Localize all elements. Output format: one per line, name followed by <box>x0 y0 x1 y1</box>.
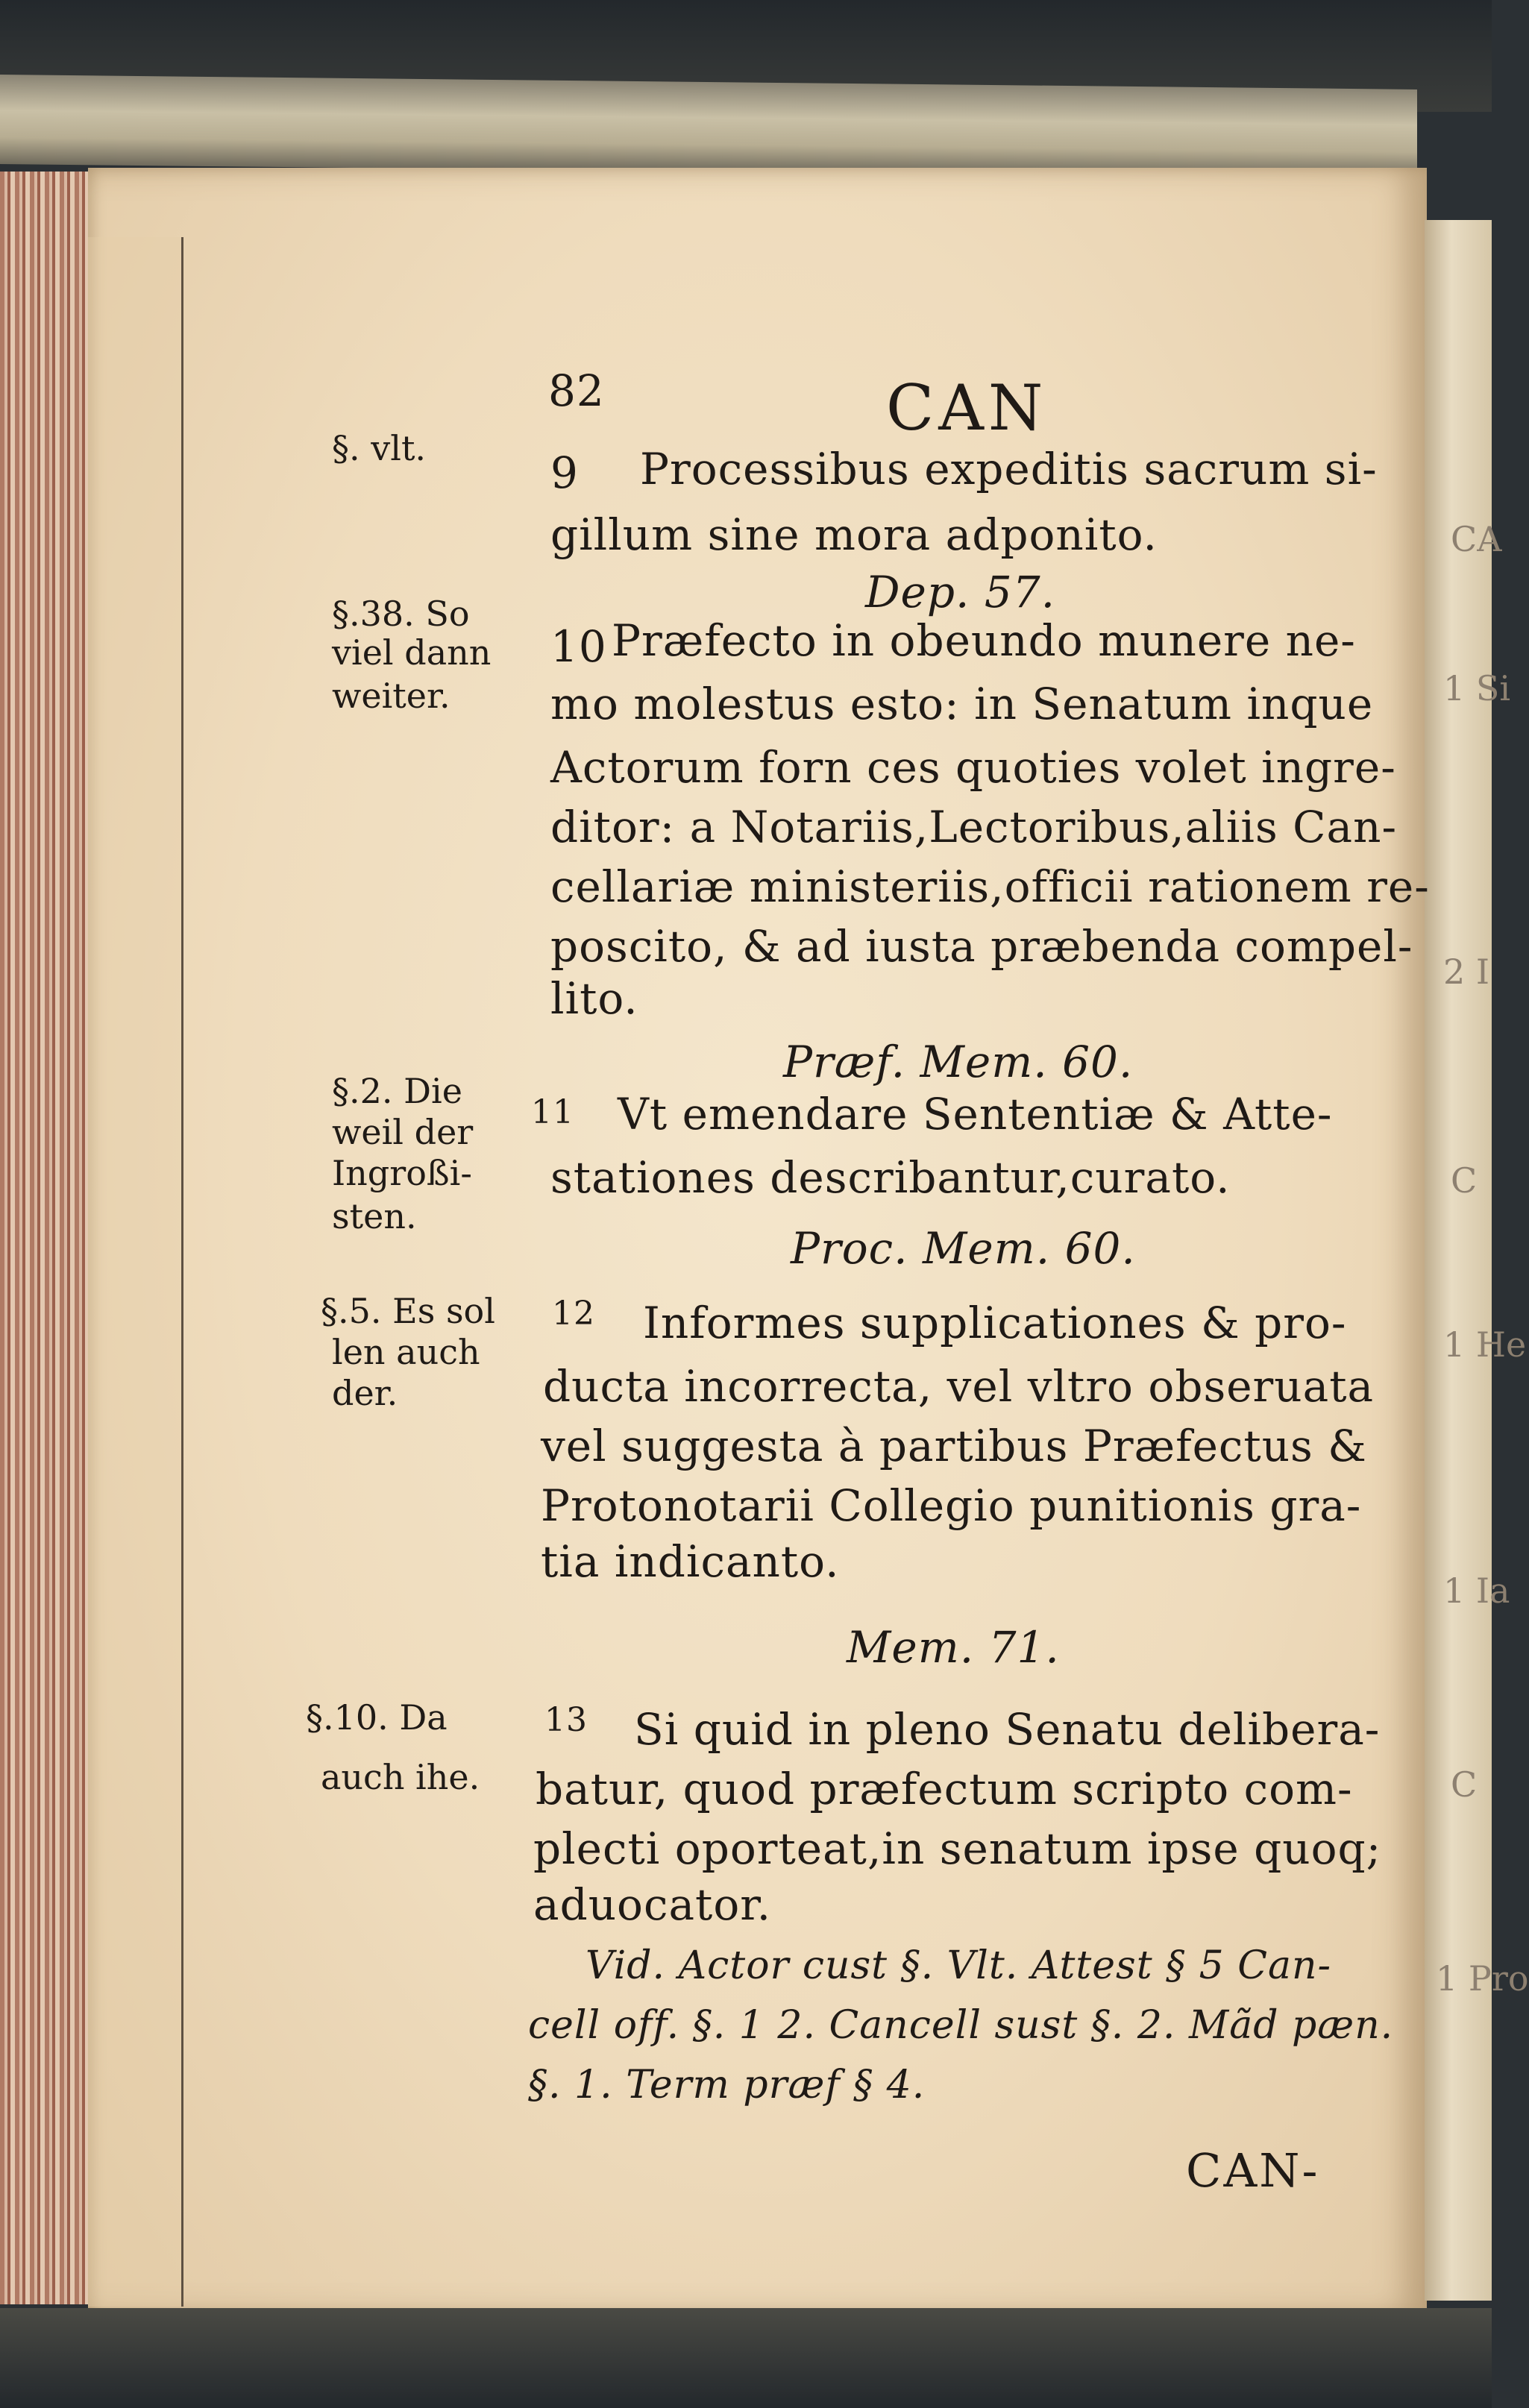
page-stack-left <box>0 172 97 2304</box>
running-head: CAN <box>886 371 1048 444</box>
source-citation: Proc. Mem. 60. <box>791 1223 1136 1274</box>
margin-note: §.10. Da <box>306 1697 448 1738</box>
margin-note: sten. <box>332 1196 417 1236</box>
text-line: batur, quod præfectum scripto com- <box>536 1764 1353 1814</box>
book-bottom-shadow <box>0 2308 1492 2408</box>
page-top-edge <box>0 75 1417 179</box>
reference-line: Vid. Actor cust §. Vlt. Attest § 5 Can- <box>585 1943 1332 1988</box>
margin-note: §.38. So <box>332 594 470 634</box>
reference-line: §. 1. Term præf § 4. <box>528 2063 926 2107</box>
text-line: Processibus expeditis sacrum si- <box>640 444 1378 494</box>
gutter-frame <box>88 237 183 2307</box>
margin-note: §. vlt. <box>332 428 427 468</box>
facing-page-fragment: CA <box>1451 519 1502 559</box>
text-line: vel suggesta à partibus Præfectus & <box>541 1421 1367 1471</box>
text-line: Si quid in pleno Senatu delibera- <box>634 1704 1381 1755</box>
margin-note: §.5. Es sol <box>321 1291 495 1331</box>
facing-page-fragment: C <box>1451 1764 1478 1805</box>
margin-note: weil der <box>332 1112 474 1152</box>
text-line: stationes describantur,curato. <box>550 1152 1231 1203</box>
margin-note: weiter. <box>332 676 450 716</box>
text-line: aduocator. <box>533 1879 772 1930</box>
paragraph-number: 13 <box>544 1701 588 1739</box>
text-line: Actorum forn ces quoties volet ingre- <box>550 742 1396 793</box>
facing-page-fragment: C <box>1451 1160 1478 1201</box>
text-line: cellariæ ministeriis,officii rationem re- <box>550 861 1430 912</box>
facing-page-fragment: 1 Pro <box>1436 1958 1529 1999</box>
text-line: mo molestus esto: in Senatum inque <box>550 679 1374 729</box>
text-line: Informes supplicationes & pro- <box>643 1298 1347 1348</box>
margin-note: auch ihe. <box>321 1757 480 1797</box>
margin-note: §.2. Die <box>332 1071 462 1111</box>
text-line: tia indicanto. <box>541 1536 840 1587</box>
margin-note: der. <box>332 1373 398 1413</box>
source-citation: Mem. 71. <box>847 1622 1060 1673</box>
paragraph-number: 9 <box>550 447 579 498</box>
page-number: 82 <box>548 365 605 416</box>
facing-page-fragment: 1 He <box>1443 1324 1527 1365</box>
text-line: gillum sine mora adponito. <box>550 509 1158 560</box>
facing-page-fragment: 2 I <box>1443 952 1490 992</box>
text-line: ducta incorrecta, vel vltro obseruata <box>543 1361 1375 1412</box>
facing-page-fragment: 1 Ia <box>1443 1571 1510 1611</box>
paragraph-number: 12 <box>552 1295 595 1333</box>
facing-page-fragment: 1 Si <box>1443 668 1511 708</box>
text-line: Vt emendare Sententiæ & Atte- <box>618 1089 1333 1139</box>
text-line: Præfecto in obeundo munere ne- <box>612 615 1356 666</box>
paragraph-number: 10 <box>550 621 607 672</box>
text-line: poscito, & ad iusta præbenda compel- <box>550 921 1413 972</box>
margin-note: Ingroßi- <box>332 1153 472 1193</box>
reference-line: cell off. §. 1 2. Cancell sust §. 2. Mãd pæn. <box>528 2003 1394 2048</box>
paragraph-number: 11 <box>531 1093 574 1131</box>
text-line: ditor: a Notariis,Lectoribus,aliis Can- <box>550 802 1398 852</box>
text-line: Protonotarii Collegio punitionis gra- <box>541 1480 1362 1531</box>
source-citation: Præf. Mem. 60. <box>783 1037 1134 1087</box>
margin-note: len auch <box>332 1332 480 1372</box>
catchword: CAN- <box>1186 2143 1320 2198</box>
source-citation: Dep. 57. <box>865 567 1056 617</box>
text-line: lito. <box>550 973 638 1024</box>
margin-note: viel dann <box>332 632 492 673</box>
text-line: plecti oporteat,in senatum ipse quoq; <box>533 1823 1382 1874</box>
